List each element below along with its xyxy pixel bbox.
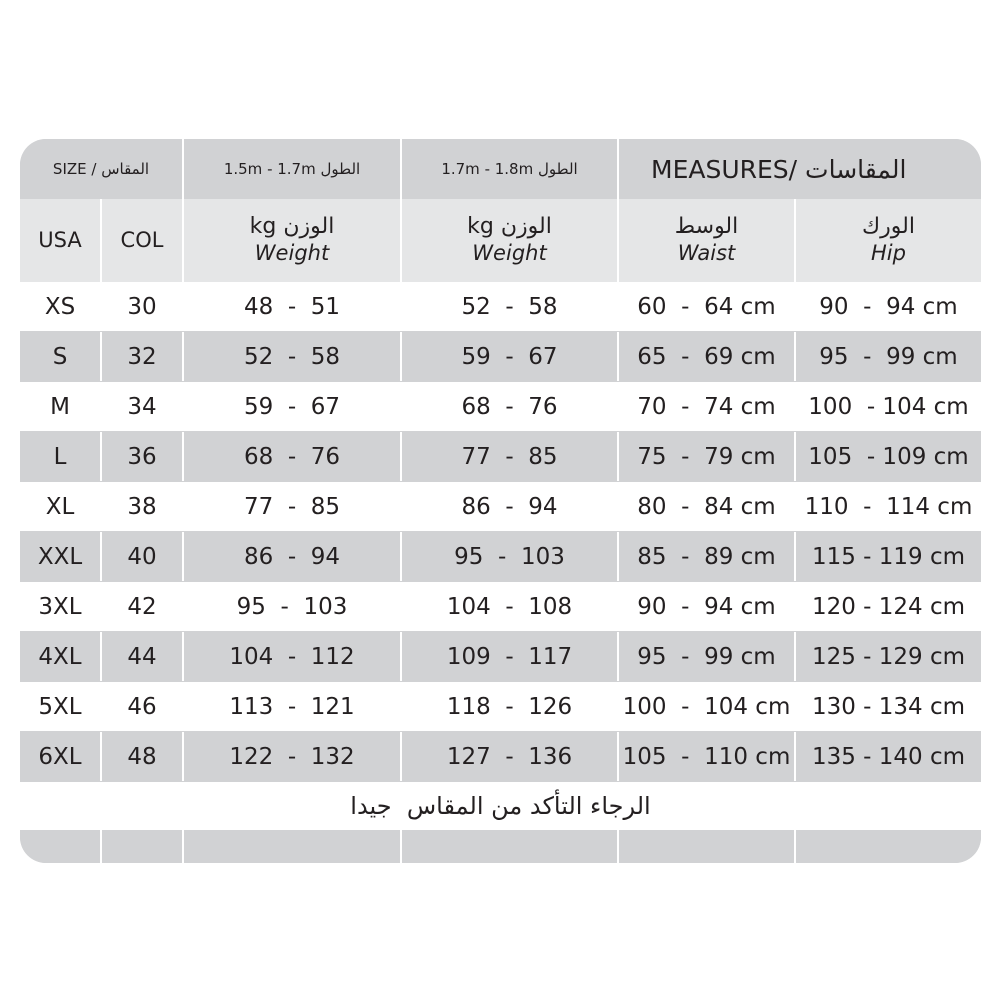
footer-cell <box>182 830 400 863</box>
footer-cell <box>100 830 182 863</box>
waist-cell: 75 - 79 cm <box>617 432 794 481</box>
subheader-row <box>20 199 981 282</box>
hip-cell: 100 - 104 cm <box>794 382 981 431</box>
col-size-cell: 32 <box>100 332 182 381</box>
footer-cell <box>794 830 981 863</box>
weight-1-cell: 104 - 112 <box>182 632 400 681</box>
table-row <box>20 282 981 331</box>
weight-2-cell: 77 - 85 <box>400 432 617 481</box>
col-size-cell: 42 <box>100 582 182 631</box>
footer-row <box>20 830 981 863</box>
waist-cell: 65 - 69 cm <box>617 332 794 381</box>
weight-1-cell: 77 - 85 <box>182 482 400 531</box>
usa-size-cell: S <box>52 343 68 370</box>
weight-1-cell: 95 - 103 <box>182 582 400 631</box>
hip-cell: 105 - 109 cm <box>794 432 981 481</box>
col-size-cell: 44 <box>100 632 182 681</box>
height-range-2-header: الطول 1.7m - 1.8m <box>400 139 617 199</box>
waist-cell: 105 - 110 cm <box>617 732 794 781</box>
col-size-cell: 46 <box>100 682 182 731</box>
weight-1-cell: 48 - 51 <box>182 282 400 331</box>
waist-cell: 100 - 104 cm <box>617 682 794 731</box>
footer-cell <box>20 830 100 863</box>
hip-cell: 115 - 119 cm <box>794 532 981 581</box>
usa-size-cell: 4XL <box>38 643 82 670</box>
hip-cell: 130 - 134 cm <box>794 682 981 731</box>
weight-2-column-header <box>400 199 617 282</box>
weight-2-cell: 104 - 108 <box>400 582 617 631</box>
hip-cell: 110 - 114 cm <box>794 482 981 531</box>
usa-column-header: USA <box>38 227 82 252</box>
col-size-cell: 30 <box>100 282 182 331</box>
hip-arabic-label: الورك <box>862 214 915 240</box>
usa-size-cell: 3XL <box>38 593 82 620</box>
col-size-cell: 34 <box>100 382 182 431</box>
usa-size-cell: XXL <box>37 543 83 570</box>
weight-1-cell: 59 - 67 <box>182 382 400 431</box>
table-row <box>20 332 981 381</box>
hip-english-label: Hip <box>871 241 906 266</box>
col-size-cell: 40 <box>100 532 182 581</box>
check-size-note: الرجاء التأكد من المقاس جيدا <box>350 792 651 820</box>
hip-column-header <box>794 199 981 282</box>
table-row <box>20 582 981 631</box>
waist-cell: 90 - 94 cm <box>617 582 794 631</box>
hip-cell: 125 - 129 cm <box>794 632 981 681</box>
waist-english-label: Waist <box>677 241 736 266</box>
weight-1-cell: 52 - 58 <box>182 332 400 381</box>
table-row <box>20 382 981 431</box>
usa-size-cell: L <box>53 443 67 470</box>
waist-cell: 60 - 64 cm <box>617 282 794 331</box>
table-row <box>20 532 981 581</box>
usa-size-cell: 5XL <box>38 693 82 720</box>
usa-size-cell: M <box>50 393 70 420</box>
hip-cell: 135 - 140 cm <box>794 732 981 781</box>
weight-1-english-label: Weight <box>254 241 330 266</box>
weight-1-cell: 68 - 76 <box>182 432 400 481</box>
weight-2-cell: 95 - 103 <box>400 532 617 581</box>
table-row <box>20 432 981 481</box>
hip-cell: 120 - 124 cm <box>794 582 981 631</box>
col-size-cell: 38 <box>100 482 182 531</box>
col-column-header: COL <box>100 199 182 282</box>
weight-2-cell: 109 - 117 <box>400 632 617 681</box>
note-row <box>20 782 981 830</box>
header-row <box>20 139 981 199</box>
usa-size-cell: 6XL <box>38 743 82 770</box>
weight-1-column-header <box>182 199 400 282</box>
size-header: المقاس / SIZE <box>52 160 150 178</box>
weight-2-cell: 68 - 76 <box>400 382 617 431</box>
weight-2-cell: 52 - 58 <box>400 282 617 331</box>
col-size-cell: 48 <box>100 732 182 781</box>
weight-2-cell: 127 - 136 <box>400 732 617 781</box>
size-chart-table <box>20 139 981 863</box>
weight-1-cell: 122 - 132 <box>182 732 400 781</box>
usa-size-cell: XS <box>44 293 76 320</box>
usa-size-cell: XL <box>45 493 75 520</box>
waist-cell: 70 - 74 cm <box>617 382 794 431</box>
hip-cell: 90 - 94 cm <box>794 282 981 331</box>
waist-column-header <box>617 199 794 282</box>
table-row <box>20 482 981 531</box>
weight-2-english-label: Weight <box>472 241 547 266</box>
hip-cell: 95 - 99 cm <box>794 332 981 381</box>
waist-cell: 80 - 84 cm <box>617 482 794 531</box>
weight-1-cell: 86 - 94 <box>182 532 400 581</box>
measures-header: MEASURES/ المقاسات <box>617 139 981 199</box>
weight-2-arabic-label: الوزن kg <box>467 214 552 240</box>
weight-2-cell: 118 - 126 <box>400 682 617 731</box>
waist-cell: 85 - 89 cm <box>617 532 794 581</box>
weight-2-cell: 86 - 94 <box>400 482 617 531</box>
waist-cell: 95 - 99 cm <box>617 632 794 681</box>
weight-2-cell: 59 - 67 <box>400 332 617 381</box>
waist-arabic-label: الوسط <box>674 214 739 240</box>
table-row <box>20 732 981 781</box>
table-row <box>20 632 981 681</box>
height-range-1-header: الطول 1.5m - 1.7m <box>182 139 400 199</box>
weight-1-arabic-label: الوزن kg <box>249 214 335 240</box>
weight-1-cell: 113 - 121 <box>182 682 400 731</box>
col-size-cell: 36 <box>100 432 182 481</box>
footer-cell <box>400 830 617 863</box>
footer-cell <box>617 830 794 863</box>
table-row <box>20 682 981 731</box>
